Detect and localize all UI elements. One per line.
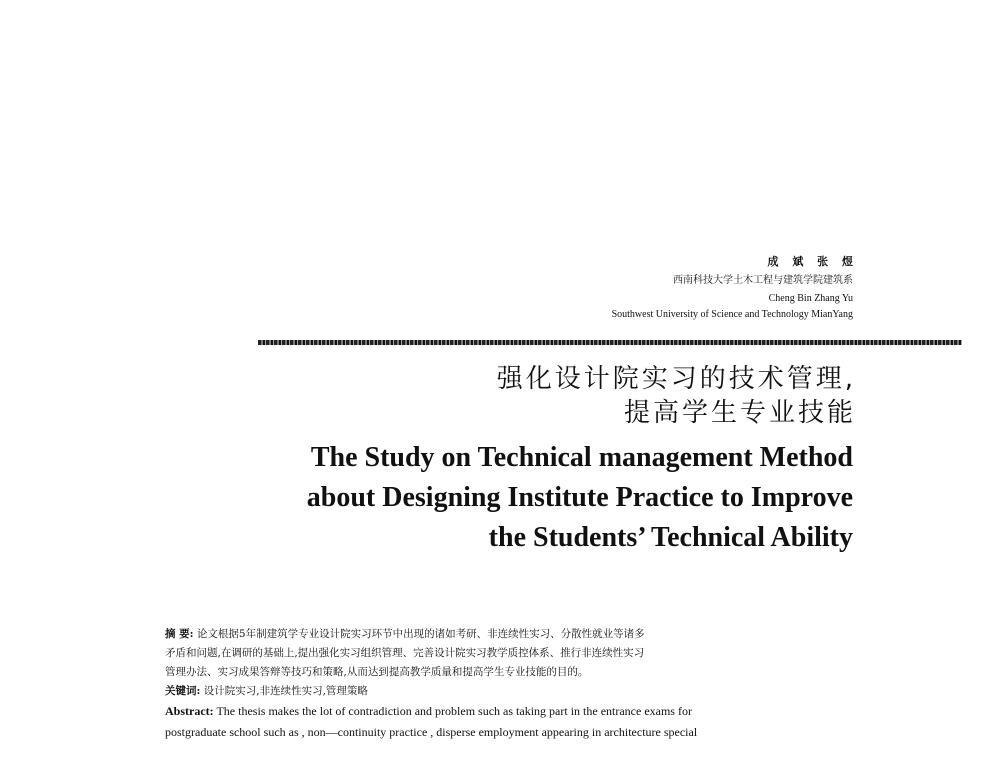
keywords-cn-text: 设计院实习,非连续性实习,管理策略 [203, 685, 368, 697]
abstract-en-line-2: postgraduate school such as , non—continuity practice , disperse employment appearing in architecture special [165, 725, 698, 739]
authors-cn: 成 斌 张 煜 [767, 255, 858, 268]
abstract-en-label: Abstract: [165, 704, 214, 718]
title-cn-line-2: 提高学生专业技能 [623, 398, 856, 428]
keywords-cn-line [165, 682, 855, 701]
abstract-cn-line-3: 管理办法、实习成果答辩等技巧和策略,从而达到提高教学质量和提高学生专业技能的目的。 [165, 666, 589, 678]
header-divider-rule [258, 340, 962, 345]
abstract-block [165, 625, 855, 743]
abstract-cn-line-1 [165, 625, 855, 644]
title-block [306, 362, 856, 558]
abstract-en-text-1: The thesis makes the lot of contradiction and problem such as taking part in the entrance exams for [216, 704, 692, 718]
abstract-cn-line-2: 矛盾和问题,在调研的基础上,提出强化实习组织管理、完善设计院实习教学质控体系、推行非连续性实习 [165, 647, 645, 659]
abstract-cn-text-1: 论文根据5年制建筑学专业设计院实习环节中出现的诸如考研、非连续性实习、分散性就业等诸多 [196, 628, 645, 640]
title-en-line-1: The Study on Technical management Method [310, 442, 853, 473]
keywords-cn-label: 关键词: [165, 685, 201, 697]
affiliation-en: Southwest University of Science and Technology MianYang [611, 309, 853, 320]
abstract-en-line-1 [165, 701, 855, 722]
authors-en: Cheng Bin Zhang Yu [768, 293, 853, 304]
abstract-cn-label: 摘 要: [165, 628, 194, 640]
title-cn-line-1: 强化设计院实习的技术管理, [496, 364, 856, 394]
author-block [611, 254, 858, 322]
affiliation-cn: 西南科技大学土木工程与建筑学院建筑系 [673, 275, 853, 286]
title-en-line-2: about Designing Institute Practice to Improve [306, 482, 853, 513]
title-en [307, 438, 853, 558]
title-en-line-3: the Students’ Technical Ability [488, 522, 853, 553]
